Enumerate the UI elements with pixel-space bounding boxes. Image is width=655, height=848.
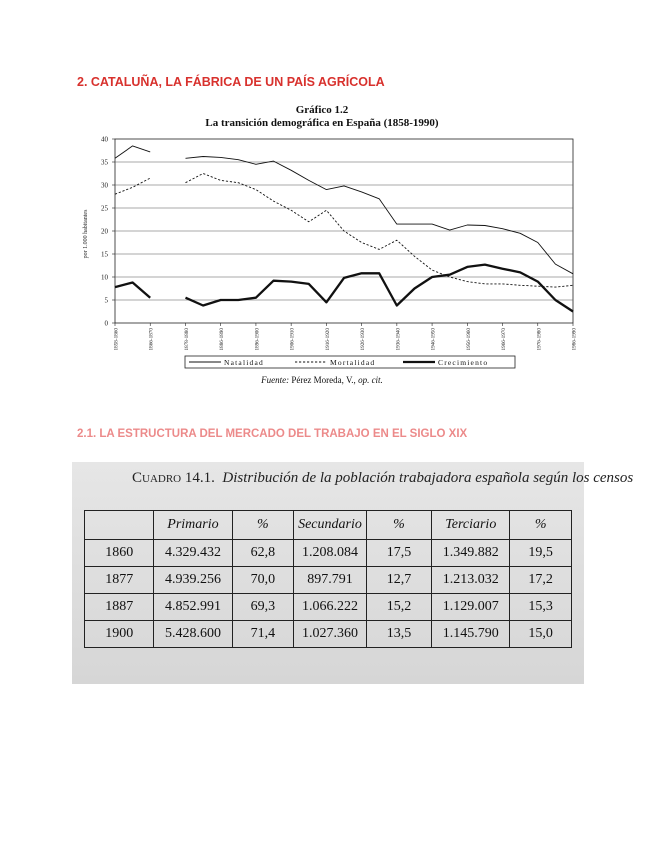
table-cell: 4.852.991 <box>154 594 232 621</box>
table-cell: 1.066.222 <box>294 594 367 621</box>
header-cell: Primario <box>154 511 232 540</box>
source-ref: op. cit. <box>358 375 383 385</box>
census-table-figure <box>72 462 634 684</box>
source-label: Fuente: <box>261 375 290 385</box>
header-cell: % <box>232 511 294 540</box>
table-cell: 1860 <box>85 540 154 567</box>
series-line-crecimiento <box>115 265 573 312</box>
y-tick-label: 25 <box>101 204 108 213</box>
table-cell: 897.791 <box>294 567 367 594</box>
y-tick-label: 5 <box>104 296 108 305</box>
y-tick-label: 30 <box>101 181 108 190</box>
x-tick-label: 1878-1880 <box>183 328 190 351</box>
section-heading: 2. CATALUÑA, LA FÁBRICA DE UN PAÍS AGRÍCOLA <box>77 75 385 89</box>
table-cell: 5.428.600 <box>154 621 232 648</box>
x-tick-label: 1976-1980 <box>536 328 543 351</box>
legend-label: Natalidad <box>224 358 264 367</box>
table-cell: 1.349.882 <box>432 540 510 567</box>
table-cell: 17,2 <box>510 567 572 594</box>
x-tick-label: 1866-1870 <box>148 328 155 351</box>
header-cell: % <box>366 511 431 540</box>
table-cell: 1.129.007 <box>432 594 510 621</box>
chart-title: Gráfico 1.2 <box>295 104 349 116</box>
table-row <box>85 621 572 648</box>
y-axis-label: por 1.000 habitantes <box>83 209 89 259</box>
table-cell: 4.329.432 <box>154 540 232 567</box>
table-row <box>85 594 572 621</box>
table-cell: 12,7 <box>366 567 431 594</box>
subsection-heading: 2.1. LA ESTRUCTURA DEL MERCADO DEL TRABAJO EN EL SIGLO XIX <box>77 428 468 440</box>
table-cell: 1.208.084 <box>294 540 367 567</box>
x-tick-label: 1956-1960 <box>465 328 472 351</box>
x-tick-label: 1916-1920 <box>324 328 331 351</box>
table-caption-label: Cuadro 14.1. <box>132 470 215 486</box>
x-tick-label: 1936-1940 <box>395 328 402 351</box>
table-cell: 4.939.256 <box>154 567 232 594</box>
series-line-natalidad <box>115 146 573 274</box>
table-cell: 1877 <box>85 567 154 594</box>
source-text: Pérez Moreda, V., <box>291 375 356 385</box>
table-cell: 71,4 <box>232 621 294 648</box>
x-tick-label: 1896-1900 <box>254 328 261 351</box>
x-tick-label: 1926-1930 <box>360 328 367 351</box>
table-cell: 1900 <box>85 621 154 648</box>
y-tick-label: 20 <box>101 227 108 236</box>
table-cell: 1.145.790 <box>432 621 510 648</box>
table-header-row <box>85 511 572 540</box>
demographic-transition-chart <box>77 101 583 391</box>
legend-label: Mortalidad <box>330 358 376 367</box>
chart-source <box>260 375 383 385</box>
header-cell: % <box>510 511 572 540</box>
table-cell: 1.213.032 <box>432 567 510 594</box>
x-tick-label: 1946-1950 <box>430 328 437 351</box>
chart-legend <box>185 356 515 368</box>
x-tick-label: 1986-1990 <box>571 328 578 351</box>
y-tick-label: 15 <box>101 250 108 259</box>
table-cell: 15,2 <box>366 594 431 621</box>
table-cell: 15,0 <box>510 621 572 648</box>
y-tick-label: 40 <box>101 135 108 144</box>
table-cell: 19,5 <box>510 540 572 567</box>
header-cell: Terciario <box>432 511 510 540</box>
header-cell: Secundario <box>294 511 367 540</box>
table-caption <box>132 470 633 487</box>
table-cell: 70,0 <box>232 567 294 594</box>
header-cell <box>85 511 154 540</box>
y-tick-label: 0 <box>104 319 108 328</box>
table-row <box>85 567 572 594</box>
chart-subtitle: La transición demográfica en España (1858-1990) <box>205 117 439 129</box>
table-cell: 62,8 <box>232 540 294 567</box>
census-table <box>84 510 572 648</box>
table-cell: 1.027.360 <box>294 621 367 648</box>
table-cell: 69,3 <box>232 594 294 621</box>
y-tick-label: 35 <box>101 158 108 167</box>
x-tick-label: 1906-1910 <box>289 328 296 351</box>
table-caption-text: Distribución de la población trabajadora española según los censos <box>222 470 634 486</box>
table-cell: 17,5 <box>366 540 431 567</box>
table-cell: 1887 <box>85 594 154 621</box>
legend-label: Crecimiento <box>438 358 489 367</box>
table-cell: 13,5 <box>366 621 431 648</box>
x-tick-label: 1966-1970 <box>501 328 508 351</box>
table-row <box>85 540 572 567</box>
table-cell: 15,3 <box>510 594 572 621</box>
x-tick-label: 1886-1890 <box>219 328 226 351</box>
y-tick-label: 10 <box>101 273 108 282</box>
x-tick-label: 1858-1860 <box>113 328 120 351</box>
